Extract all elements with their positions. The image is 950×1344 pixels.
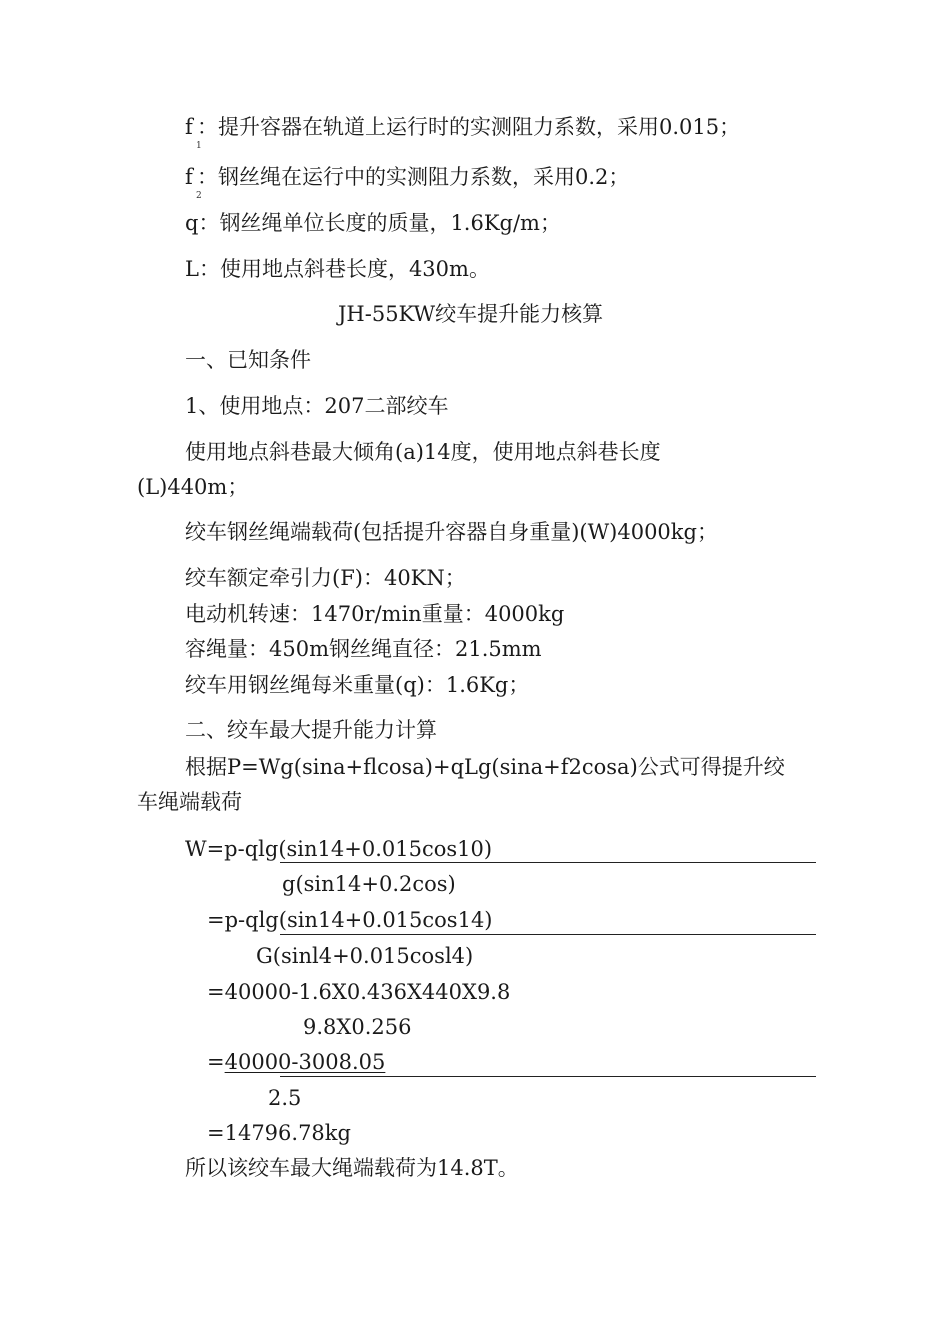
rope-capacity: 容绳量：450m钢丝绳直径：21.5mm <box>185 637 542 661</box>
eq3-denominator: 9.8X0.256 <box>303 1015 412 1039</box>
eq3-numerator: =40000-1.6X0.436X440X9.8 <box>207 980 511 1004</box>
conclusion: 所以该绞车最大绳端载荷为14.8T。 <box>185 1156 519 1180</box>
definition-q: q：钢丝绳单位长度的质量，1.6Kg/m； <box>185 211 561 235</box>
fraction-line-3 <box>280 1076 816 1077</box>
motor-speed: 电动机转速：1470r/min重量：4000kg <box>185 602 565 626</box>
eq4-numerator <box>207 1050 385 1074</box>
eq4-prefix: = <box>207 1050 225 1074</box>
subscript-2: 2 <box>196 191 202 201</box>
eq1-numerator <box>185 837 492 861</box>
symbol-f1: f <box>185 115 193 139</box>
eq1-prefix: W=p-qlg <box>185 837 279 861</box>
rope-weight: 绞车用钢丝绳每米重量(q)：1.6Kg； <box>185 673 530 697</box>
basis-line1: 根据P=Wg(sina+flcosa)+qLg(sina+f2cosa)公式可得提升绞 <box>185 755 785 779</box>
definition-f1-text: ：提升容器在轨道上运行时的实测阻力系数，采用0.015； <box>197 115 741 139</box>
section1-heading: 一、已知条件 <box>185 348 311 372</box>
eq2-denominator: G(sinl4+0.015cosl4) <box>256 944 474 968</box>
eq2-num: (sin14+0.015cos14) <box>278 908 493 932</box>
fraction-line-1 <box>280 862 816 863</box>
eq2-numerator <box>207 908 493 932</box>
definition-f2-text: ：钢丝绳在运行中的实测阻力系数，采用0.2； <box>197 165 630 189</box>
formula-result: =14796.78kg <box>207 1121 351 1145</box>
eq2-prefix: =p-qlg <box>207 908 279 932</box>
symbol-f2: f <box>185 165 193 189</box>
eq1-num: (sin14+0.015cos10) <box>278 837 493 861</box>
subscript-1: 1 <box>196 141 202 151</box>
usage-location: 1、使用地点：207二部绞车 <box>185 394 449 418</box>
eq4-num: 40000-3008.05 <box>224 1050 386 1074</box>
eq1-denominator: g(sin14+0.2cos) <box>282 872 456 896</box>
section2-heading: 二、绞车最大提升能力计算 <box>185 718 437 742</box>
fraction-line-2 <box>280 934 816 935</box>
definition-L: L：使用地点斜巷长度，430m。 <box>185 257 490 281</box>
page-title: JH-55KW绞车提升能力核算 <box>338 302 604 326</box>
incline-line1: 使用地点斜巷最大倾角(a)14度，使用地点斜巷长度 <box>185 440 661 464</box>
incline-line2: (L)440m； <box>137 475 249 499</box>
rated-traction: 绞车额定牵引力(F)：40KN； <box>185 566 466 590</box>
basis-line2: 车绳端载荷 <box>137 790 242 814</box>
eq4-denominator: 2.5 <box>268 1086 302 1110</box>
rope-end-load: 绞车钢丝绳端载荷(包括提升容器自身重量)(W)4000kg； <box>185 520 718 544</box>
